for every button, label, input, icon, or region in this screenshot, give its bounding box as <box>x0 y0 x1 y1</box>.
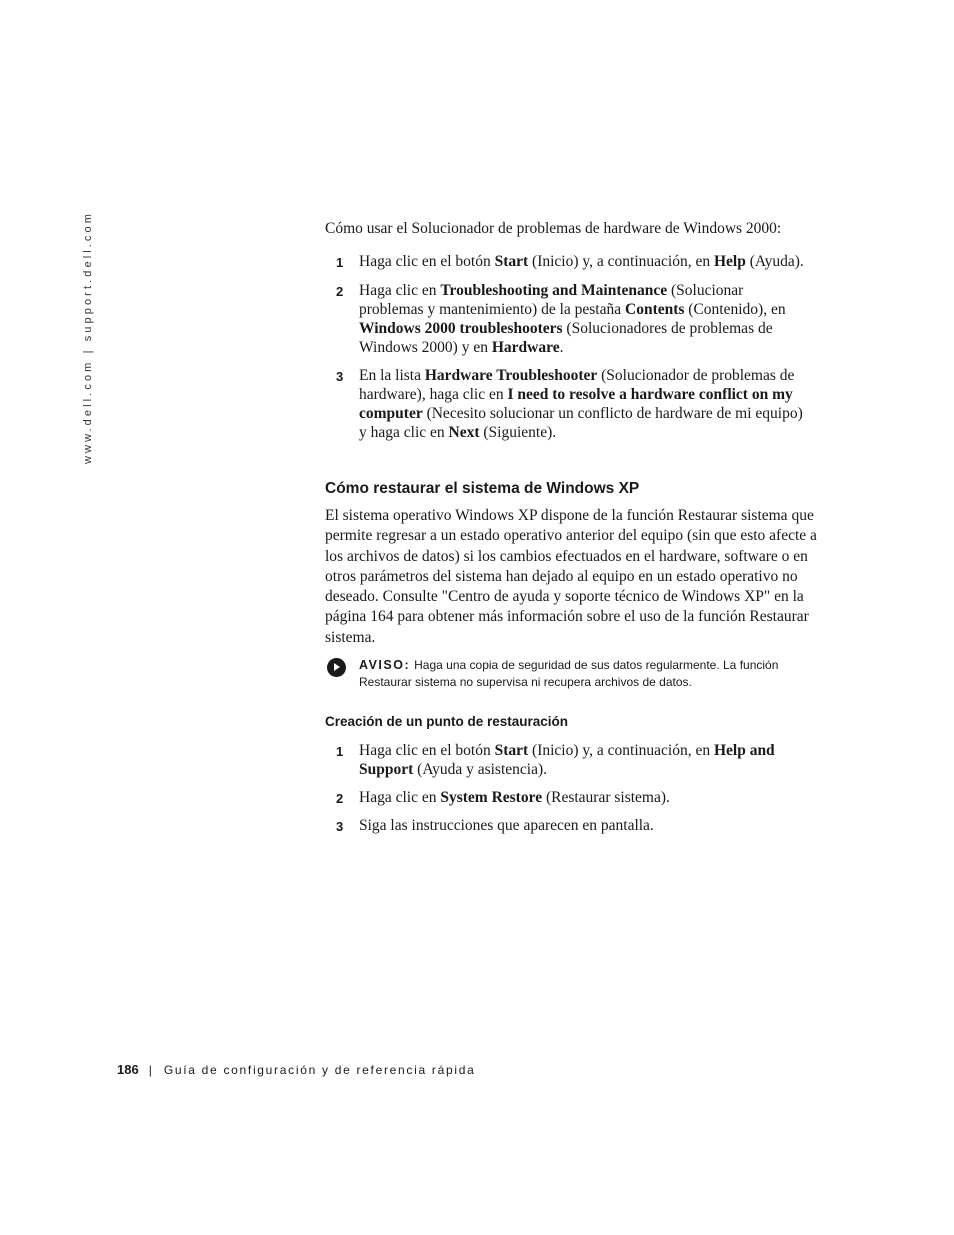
subheading: Creación de un punto de restauración <box>325 714 569 729</box>
step-text: (Solucionador de problemas de hardware), haga clic en <box>359 367 795 403</box>
step-number: 2 <box>336 791 344 806</box>
step-text: (Inicio) y, a continuación, en <box>528 253 714 270</box>
step-text: Siga las instrucciones que aparecen en pantalla. <box>359 817 654 834</box>
list-item <box>325 252 805 271</box>
section-heading: Cómo restaurar el sistema de Windows XP <box>325 480 640 497</box>
ui-term: Hardware Troubleshooter <box>424 367 598 384</box>
step-number: 2 <box>336 284 344 299</box>
intro-text: Cómo usar el Solucionador de problemas de hardware de Windows 2000: <box>325 220 782 237</box>
list-item <box>325 788 805 807</box>
ui-term: Help <box>713 253 746 270</box>
step-number: 1 <box>336 255 344 270</box>
step-text: (Solucionadores de problemas de Windows 2000) y en <box>359 320 773 356</box>
step-text: (Ayuda). <box>745 253 804 270</box>
step-number: 1 <box>336 744 344 759</box>
list-item <box>325 816 805 835</box>
step-text: (Ayuda y asistencia). <box>413 761 548 778</box>
ui-term: Help and Support <box>359 742 775 778</box>
step-text: Haga clic en <box>359 789 441 806</box>
footer-title: Guía de configuración y de referencia rápida <box>163 1063 476 1077</box>
step-text: . <box>559 339 564 356</box>
step-text: Haga clic en el botón <box>359 742 495 759</box>
ui-term: Next <box>448 424 480 441</box>
ui-term: Hardware <box>491 339 560 356</box>
page-number: 186 <box>117 1062 139 1077</box>
list-item <box>325 366 805 442</box>
step-number: 3 <box>336 369 344 384</box>
windows2000-steps-list <box>325 252 805 442</box>
step-text: (Siguiente). <box>479 424 557 441</box>
footer-separator: | <box>148 1063 152 1077</box>
step-text: (Contenido), en <box>684 301 786 318</box>
step-number: 3 <box>336 819 344 834</box>
notice-label: AVISO: <box>359 658 411 672</box>
list-item <box>325 281 805 357</box>
section-paragraph: El sistema operativo Windows XP dispone de la función Restaurar sistema que permite regresar a un estado operativo anterior del equipo (sin que esto afecte a los archivos de datos) si los cambios efectuados en el hardware, software o en otros parámetros del sistema han dejado al equipo en un estado operativo no deseado. Consulte "Centro de ayuda y soporte técnico de Windows XP" en la página 164 para obtener más información sobre el uso de la función Restaurar sistema. <box>325 507 817 646</box>
notice-arrow-icon <box>327 658 346 677</box>
notice-box <box>325 657 815 691</box>
list-item <box>325 741 805 779</box>
step-text: (Necesito solucionar un conflicto de hardware de mi equipo) y haga clic en <box>359 405 803 441</box>
step-text: (Restaurar sistema). <box>542 789 670 806</box>
ui-term: System Restore <box>440 789 543 806</box>
restore-steps-list <box>325 741 805 835</box>
step-text: Haga clic en el botón <box>359 253 495 270</box>
step-text: (Inicio) y, a continuación, en <box>528 742 714 759</box>
ui-term: Start <box>494 253 529 270</box>
ui-term: Troubleshooting and Maintenance <box>440 282 668 299</box>
notice-text <box>325 657 815 691</box>
page-footer <box>117 1062 475 1077</box>
step-text: (Solucionar problemas y mantenimiento) de la pestaña <box>359 282 744 318</box>
step-text: En la lista <box>359 367 425 384</box>
ui-term: I need to resolve a hardware conflict on my computer <box>359 386 793 422</box>
side-url: www.dell.com | support.dell.com <box>82 210 94 464</box>
ui-term: Contents <box>625 301 685 318</box>
step-text: Haga clic en <box>359 282 441 299</box>
ui-term: Windows 2000 troubleshooters <box>359 320 563 337</box>
ui-term: Start <box>494 742 529 759</box>
notice-body: Haga una copia de seguridad de sus datos regularmente. La función Restaurar sistema no supervisa ni recupera archivos de datos. <box>359 658 779 689</box>
